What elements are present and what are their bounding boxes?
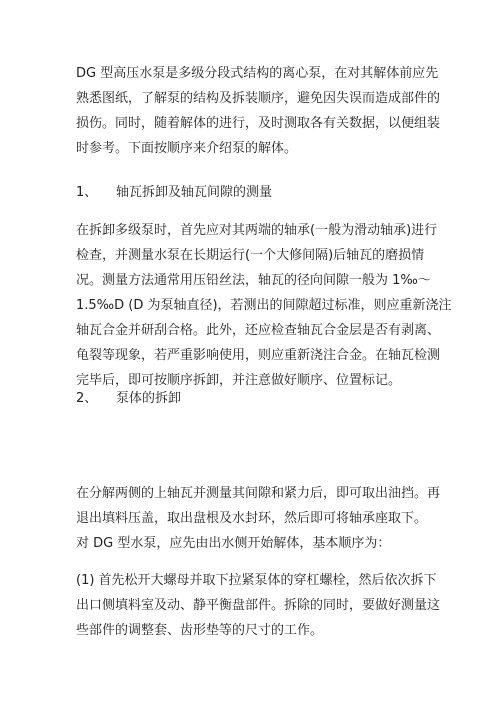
step-1-paragraph xyxy=(76,568,441,643)
section-2-paragraph xyxy=(76,481,441,556)
section-1-title: 轴瓦拆卸及轴瓦间隙的测量 xyxy=(116,185,273,200)
section-1-paragraph xyxy=(76,218,452,393)
section-2-line: 对 DG 型水泵，应先由出水侧开始解体，基本顺序为： xyxy=(76,536,391,551)
intro-line: 损伤。同时，随着解体的进行，及时测取各有关数据，以便组装 xyxy=(76,116,441,131)
step-1-line: 些部件的调整套、齿形垫等的尺寸的工作。 xyxy=(76,623,324,638)
section-2-number: 2、 xyxy=(76,391,98,406)
section-1-line: 轴瓦合金并研刮合格。此外，还应检查轴瓦合金层是否有剥离、 xyxy=(76,323,441,338)
step-1-line: (1) 首先松开大螺母并取下拉紧泵体的穿杠螺栓，然后依次拆下 xyxy=(76,573,437,588)
section-1-line: 完毕后，即可按顺序拆卸，并注意做好顺序、位置标记。 xyxy=(76,373,402,388)
section-2-title: 泵体的拆卸 xyxy=(116,391,182,406)
section-2-line: 退出填料压盖，取出盘根及水封环，然后即可将轴承座取下。 xyxy=(76,511,428,526)
section-1-line: 龟裂等现象，若严重影响使用，则应重新浇注合金。在轴瓦检测 xyxy=(76,348,441,363)
step-1-line: 出口侧填料室及动、静平衡盘部件。拆除的同时，要做好测量这 xyxy=(76,598,441,613)
intro-line: 时参考。下面按顺序来介绍泵的解体。 xyxy=(76,141,298,156)
intro-paragraph xyxy=(76,61,441,161)
section-1-line: 1.5‰D (D 为泵轴直径)，若测出的间隙超过标准，则应重新浇注 xyxy=(76,298,452,313)
intro-line: DG 型高压水泵是多级分段式结构的离心泵，在对其解体前应先 xyxy=(76,66,439,81)
section-1-number: 1、 xyxy=(76,185,98,200)
section-2-heading xyxy=(76,386,426,411)
intro-line: 熟悉图纸，了解泵的结构及拆装顺序，避免因失误而造成部件的 xyxy=(76,91,441,106)
section-2-line: 在分解两侧的上轴瓦并测量其间隙和紧力后，即可取出油挡。再 xyxy=(76,486,441,501)
section-1-line: 检查，并测量水泵在长期运行(一个大修间隔)后轴瓦的磨损情 xyxy=(76,248,425,263)
section-1-heading xyxy=(76,180,426,205)
section-1-line: 况。测量方法通常用压铅丝法，轴瓦的径向间隙一般为 1‰～ xyxy=(76,273,431,288)
section-1-line: 在拆卸多级泵时，首先应对其两端的轴承(一般为滑动轴承)进行 xyxy=(76,223,438,238)
